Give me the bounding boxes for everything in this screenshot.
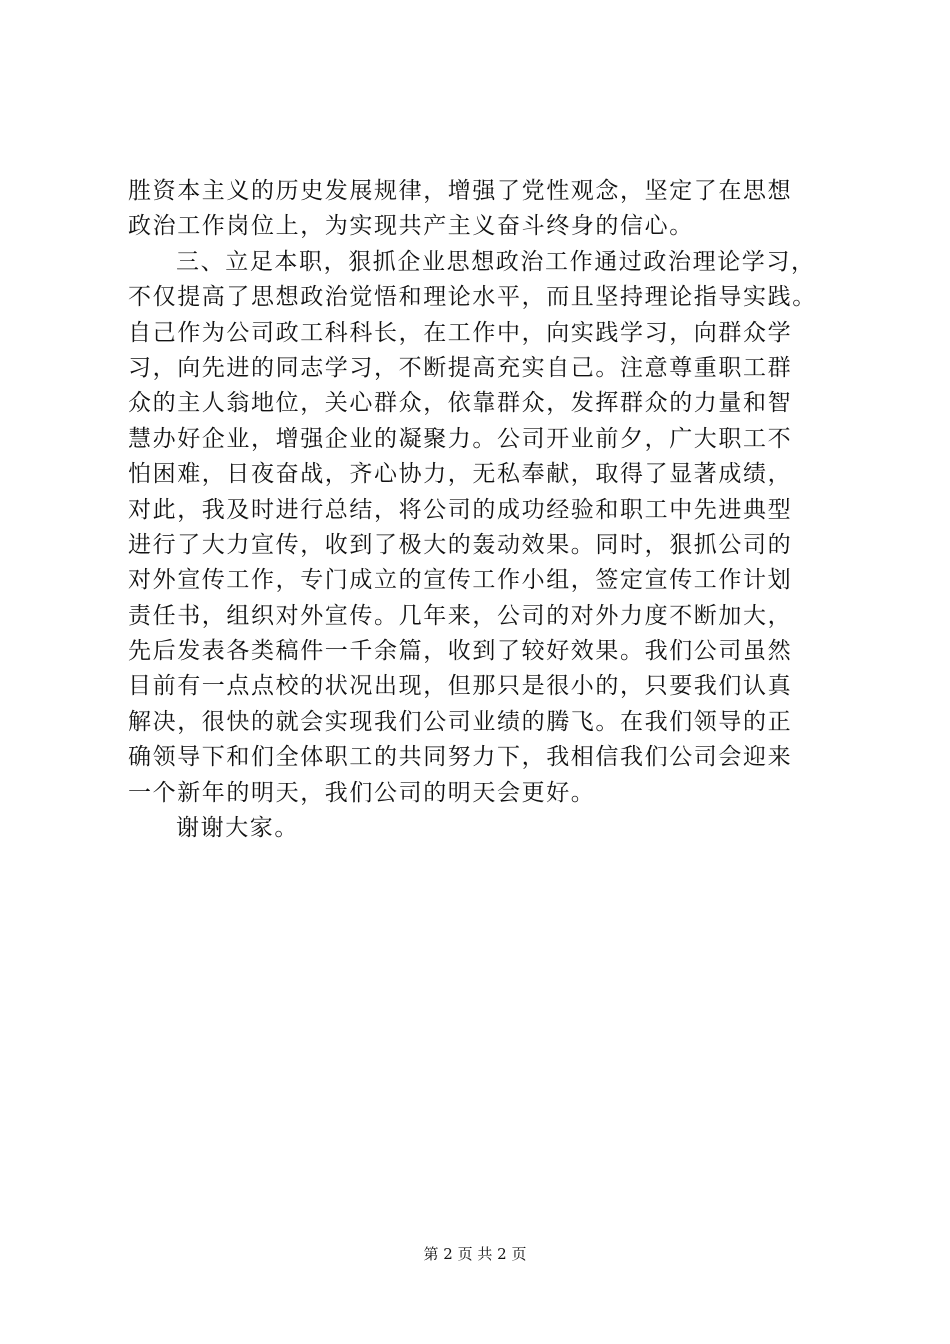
text-line: 一个新年的明天，我们公司的明天会更好。 [128,779,596,806]
text-line: 慧办好企业，增强企业的凝聚力。公司开业前夕，广大职工不 [128,425,793,452]
text-line: 三、立足本职，狠抓企业思想政治工作通过政治理论学习， [176,248,816,275]
text-line: 谢谢大家。 [176,815,299,842]
text-line: 解决，很快的就会实现我们公司业绩的腾飞。在我们领导的正 [128,708,793,735]
text-line: 众的主人翁地位，关心群众，依靠群众，发挥群众的力量和智 [128,390,793,417]
text-line: 胜资本主义的历史发展规律，增强了党性观念，坚定了在思想 [128,178,793,204]
text-line: 对此，我及时进行总结，将公司的成功经验和职工中先进典型 [128,496,793,523]
text-line: 确领导下和们全体职工的共同努力下，我相信我们公司会迎来 [128,744,793,771]
text-line: 责任书，组织对外宣传。几年来，公司的对外力度不断加大， [128,602,793,629]
text-line: 进行了大力宣传，收到了极大的轰动效果。同时，狠抓公司的 [128,531,793,558]
text-line: 习，向先进的同志学习，不断提高充实自己。注意尊重职工群 [128,354,793,381]
text-line: 不仅提高了思想政治觉悟和理论水平，而且坚持理论指导实践。 [128,284,817,311]
text-line: 目前有一点点校的状况出现，但那只是很小的，只要我们认真 [128,673,793,700]
text-line: 怕困难，日夜奋战，齐心协力，无私奉献，取得了显著成绩， [128,461,793,488]
text-line: 先后发表各类稿件一千余篇，收到了较好效果。我们公司虽然 [128,638,793,665]
text-line: 政治工作岗位上，为实现共产主义奋斗终身的信心。 [128,213,694,240]
text-line: 对外宣传工作，专门成立的宣传工作小组，签定宣传工作计划 [128,567,793,594]
page-footer: 第 2 页 共 2 页 [423,1245,527,1263]
document-body [128,174,838,846]
text-line: 自己作为公司政工科科长，在工作中，向实践学习，向群众学 [128,319,793,346]
